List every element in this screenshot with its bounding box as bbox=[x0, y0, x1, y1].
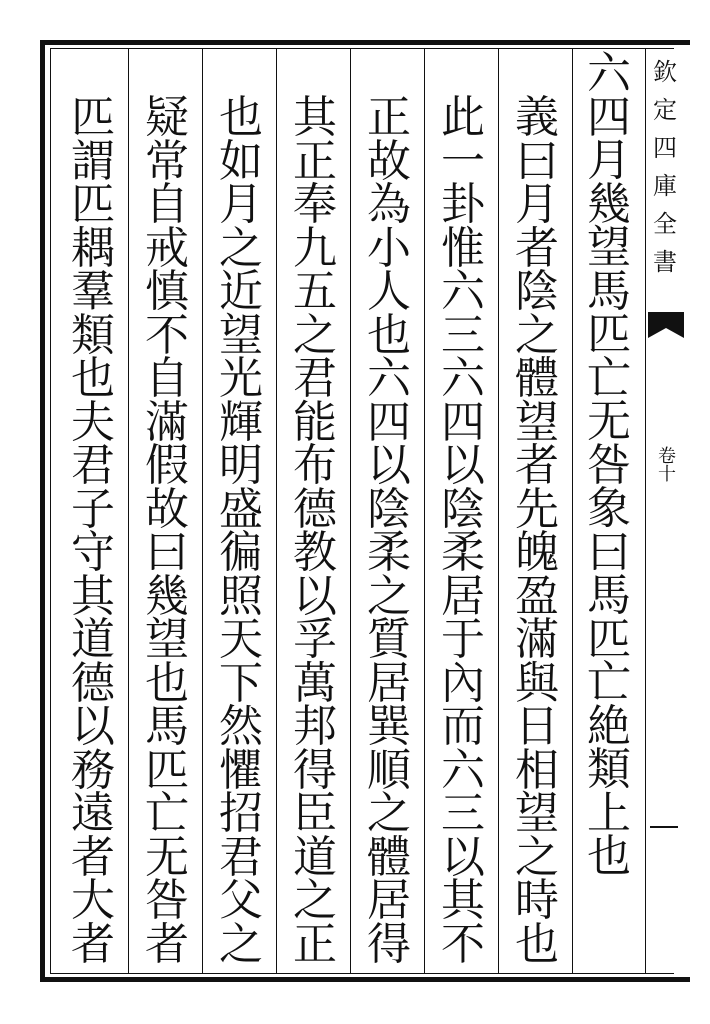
character: 亡 bbox=[587, 352, 631, 404]
character: 絶 bbox=[587, 700, 631, 752]
character: 庫 bbox=[653, 172, 677, 200]
character: 慎 bbox=[145, 266, 189, 317]
character: 天 bbox=[219, 614, 263, 665]
character: 者 bbox=[71, 918, 115, 970]
character: 然 bbox=[219, 701, 263, 752]
character: 之 bbox=[219, 222, 263, 274]
book-title-margin bbox=[652, 60, 678, 288]
character: 馬 bbox=[587, 570, 631, 621]
character: 三 bbox=[441, 309, 485, 361]
character: 不 bbox=[145, 309, 189, 361]
character: 奉 bbox=[293, 179, 337, 230]
character: 以 bbox=[441, 440, 485, 491]
character: 不 bbox=[441, 918, 485, 970]
character: 亡 bbox=[587, 657, 631, 708]
character: 望 bbox=[515, 396, 559, 448]
character: 羣 bbox=[71, 266, 115, 317]
character: 順 bbox=[367, 744, 411, 796]
text-column-8 bbox=[65, 92, 121, 1014]
character: 道 bbox=[71, 614, 115, 665]
character: 得 bbox=[293, 744, 337, 796]
character: 盈 bbox=[515, 570, 559, 622]
character: 類 bbox=[587, 744, 631, 795]
character: 為 bbox=[367, 179, 411, 230]
character: 六 bbox=[587, 48, 631, 99]
character: 假 bbox=[145, 440, 189, 491]
character: 之 bbox=[515, 309, 559, 361]
character: 五 bbox=[293, 266, 337, 317]
column-rule bbox=[424, 48, 425, 974]
character: 象 bbox=[587, 483, 631, 534]
character: 疑 bbox=[145, 92, 189, 143]
text-column-1 bbox=[581, 48, 637, 970]
character: 亡 bbox=[145, 788, 189, 839]
column-rule bbox=[128, 48, 129, 974]
character: 于 bbox=[441, 614, 485, 665]
character: 咎 bbox=[145, 875, 189, 926]
character: 日 bbox=[515, 701, 559, 752]
character: 內 bbox=[441, 657, 485, 709]
character: 惟 bbox=[441, 222, 485, 274]
character: 類 bbox=[71, 309, 115, 361]
character: 卦 bbox=[441, 179, 485, 230]
character: 居 bbox=[367, 875, 411, 926]
character: 望 bbox=[219, 309, 263, 361]
character: 九 bbox=[293, 222, 337, 274]
character: 柔 bbox=[367, 527, 411, 578]
character: 能 bbox=[293, 396, 337, 448]
character: 德 bbox=[71, 657, 115, 709]
character: 盛 bbox=[219, 483, 263, 535]
character: 近 bbox=[219, 266, 263, 317]
character: 輝 bbox=[219, 396, 263, 448]
character: 子 bbox=[71, 483, 115, 535]
character: 小 bbox=[367, 222, 411, 274]
character: 書 bbox=[653, 248, 677, 276]
character: 也 bbox=[367, 309, 411, 361]
character: 月 bbox=[219, 179, 263, 230]
character: 曰 bbox=[145, 527, 189, 578]
character: 四 bbox=[367, 396, 411, 448]
character: 者 bbox=[71, 831, 115, 883]
character: 无 bbox=[587, 396, 631, 447]
character: 光 bbox=[219, 353, 263, 404]
character: 徧 bbox=[219, 527, 263, 578]
character: 遠 bbox=[71, 788, 115, 839]
character: 懼 bbox=[219, 744, 263, 796]
character: 六 bbox=[441, 266, 485, 317]
character: 馬 bbox=[587, 265, 631, 317]
column-rule bbox=[498, 48, 499, 974]
character: 其 bbox=[293, 92, 337, 143]
character: 臣 bbox=[293, 788, 337, 839]
character: 照 bbox=[219, 570, 263, 622]
character: 幾 bbox=[587, 178, 631, 230]
character: 幾 bbox=[145, 570, 189, 622]
column-rule bbox=[202, 48, 203, 974]
column-rule bbox=[276, 48, 277, 974]
character: 也 bbox=[145, 657, 189, 709]
character: 陰 bbox=[367, 483, 411, 535]
character: 自 bbox=[145, 353, 189, 404]
character: 望 bbox=[515, 788, 559, 839]
text-column-3 bbox=[435, 92, 491, 1014]
character: 故 bbox=[145, 483, 189, 535]
column-rule bbox=[572, 48, 573, 974]
character: 人 bbox=[367, 266, 411, 317]
character: 明 bbox=[219, 440, 263, 491]
character: 匹 bbox=[71, 92, 115, 143]
character: 以 bbox=[367, 440, 411, 491]
character: 時 bbox=[515, 875, 559, 926]
character: 君 bbox=[219, 831, 263, 883]
character: 月 bbox=[515, 179, 559, 230]
character: 三 bbox=[441, 788, 485, 839]
character: 居 bbox=[441, 570, 485, 622]
character: 咎 bbox=[587, 439, 631, 491]
character: 陰 bbox=[515, 266, 559, 317]
character: 欽 bbox=[653, 58, 677, 86]
character: 邦 bbox=[293, 701, 337, 752]
character: 體 bbox=[367, 831, 411, 883]
text-column-2 bbox=[509, 92, 565, 1014]
character: 得 bbox=[367, 918, 411, 970]
character: 六 bbox=[441, 744, 485, 796]
character: 自 bbox=[145, 179, 189, 230]
character: 居 bbox=[367, 657, 411, 709]
character: 之 bbox=[219, 918, 263, 970]
text-column-6 bbox=[213, 92, 269, 1014]
character: 陰 bbox=[441, 483, 485, 535]
character: 耦 bbox=[71, 222, 115, 274]
margin-dash bbox=[650, 826, 678, 828]
column-rule bbox=[645, 48, 646, 974]
character: 大 bbox=[71, 875, 115, 926]
character: 而 bbox=[441, 701, 485, 752]
character: 馬 bbox=[145, 701, 189, 752]
character: 之 bbox=[515, 831, 559, 883]
character: 以 bbox=[293, 570, 337, 622]
character: 道 bbox=[293, 831, 337, 883]
character: 曰 bbox=[515, 135, 559, 187]
character: 匹 bbox=[587, 613, 631, 665]
character: 德 bbox=[293, 483, 337, 535]
character: 與 bbox=[515, 657, 559, 709]
character: 魄 bbox=[515, 527, 559, 578]
character: 者 bbox=[145, 918, 189, 970]
character: 其 bbox=[441, 875, 485, 926]
character: 也 bbox=[515, 918, 559, 970]
character: 一 bbox=[441, 135, 485, 187]
character: 卷 bbox=[658, 446, 676, 467]
text-column-4 bbox=[361, 92, 417, 1014]
volume-number-margin bbox=[656, 448, 678, 484]
character: 夫 bbox=[71, 396, 115, 448]
character: 體 bbox=[515, 353, 559, 404]
character: 全 bbox=[653, 210, 677, 238]
character: 其 bbox=[71, 570, 115, 622]
character: 常 bbox=[145, 135, 189, 187]
character: 之 bbox=[293, 309, 337, 361]
character: 之 bbox=[367, 788, 411, 839]
character: 務 bbox=[71, 744, 115, 796]
character: 六 bbox=[441, 353, 485, 404]
character: 四 bbox=[587, 91, 631, 143]
character: 先 bbox=[515, 483, 559, 535]
character: 如 bbox=[219, 135, 263, 187]
character: 四 bbox=[653, 134, 677, 162]
character: 也 bbox=[219, 92, 263, 143]
character: 義 bbox=[515, 92, 559, 143]
character: 月 bbox=[587, 135, 631, 186]
column-rule bbox=[350, 48, 351, 974]
character: 下 bbox=[219, 657, 263, 709]
character: 招 bbox=[219, 788, 263, 839]
character: 之 bbox=[293, 875, 337, 926]
character: 者 bbox=[515, 222, 559, 274]
character: 正 bbox=[293, 918, 337, 970]
text-column-5 bbox=[287, 92, 343, 1014]
character: 者 bbox=[515, 440, 559, 491]
character: 教 bbox=[293, 527, 337, 578]
character: 此 bbox=[441, 92, 485, 143]
character: 之 bbox=[367, 570, 411, 622]
character: 巽 bbox=[367, 701, 411, 752]
character: 四 bbox=[441, 396, 485, 448]
character: 正 bbox=[367, 92, 411, 143]
character: 布 bbox=[293, 440, 337, 491]
character: 相 bbox=[515, 744, 559, 796]
character: 謂 bbox=[71, 135, 115, 187]
character: 无 bbox=[145, 831, 189, 883]
character: 滿 bbox=[145, 396, 189, 448]
character: 匹 bbox=[587, 309, 631, 360]
character: 質 bbox=[367, 614, 411, 665]
character: 也 bbox=[71, 353, 115, 404]
character: 以 bbox=[71, 701, 115, 752]
character: 匹 bbox=[71, 179, 115, 230]
character: 六 bbox=[367, 353, 411, 404]
character: 十 bbox=[658, 464, 676, 485]
character: 柔 bbox=[441, 527, 485, 578]
character: 曰 bbox=[587, 526, 631, 578]
fish-tail-mark bbox=[648, 312, 684, 342]
character: 戒 bbox=[145, 222, 189, 274]
character: 也 bbox=[587, 831, 631, 882]
character: 定 bbox=[653, 96, 677, 124]
character: 望 bbox=[587, 222, 631, 273]
character: 君 bbox=[71, 440, 115, 491]
character: 望 bbox=[145, 614, 189, 665]
text-column-7 bbox=[139, 92, 195, 1014]
character: 萬 bbox=[293, 657, 337, 709]
character: 匹 bbox=[145, 744, 189, 796]
character: 孚 bbox=[293, 614, 337, 665]
character: 正 bbox=[293, 135, 337, 187]
character: 父 bbox=[219, 875, 263, 926]
character: 守 bbox=[71, 527, 115, 578]
character: 滿 bbox=[515, 614, 559, 665]
character: 故 bbox=[367, 135, 411, 187]
character: 以 bbox=[441, 831, 485, 883]
character: 君 bbox=[293, 353, 337, 404]
character: 上 bbox=[587, 787, 631, 839]
